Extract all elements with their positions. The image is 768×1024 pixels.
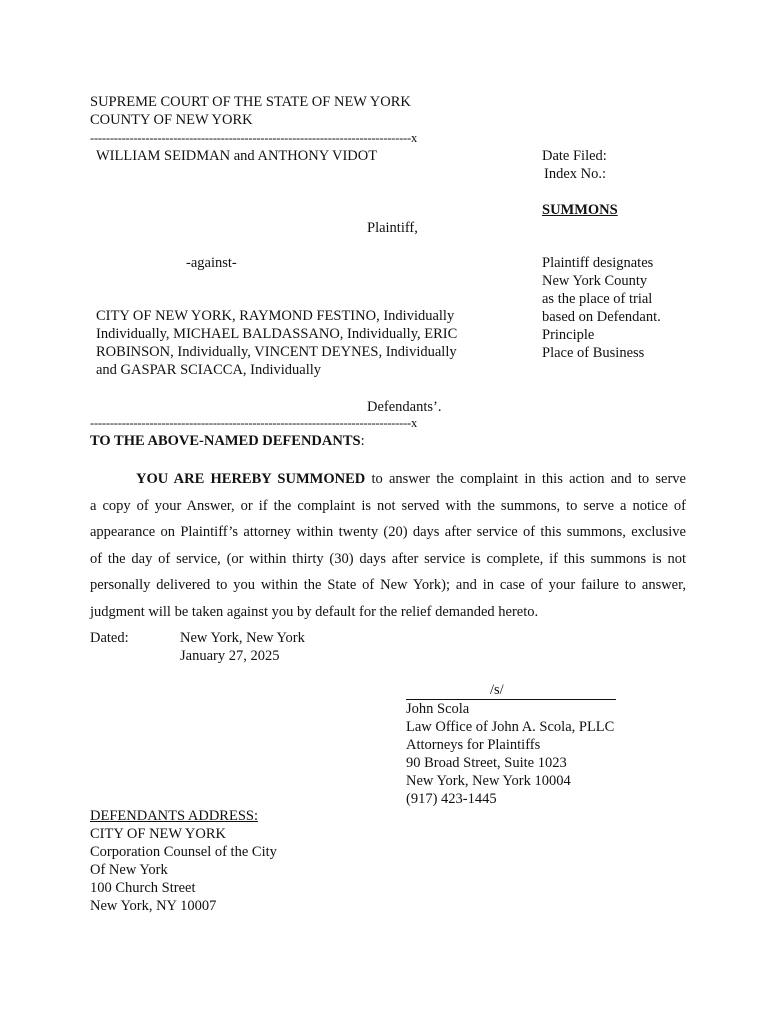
body-line: judgment will be taken against you by default for the relief demanded hereto. (90, 603, 539, 620)
body-line (90, 466, 686, 493)
signature-line (406, 682, 616, 700)
dated-place: New York, New York (180, 630, 305, 646)
index-number-label: Index No.: (544, 166, 607, 182)
against-label: -against- (186, 255, 237, 271)
attorney-line: Attorneys for Plaintiffs (406, 737, 541, 753)
addressee-colon: : (360, 433, 365, 449)
signature-mark: /s/ (490, 682, 504, 698)
caption-rule-bottom: ---------------------------------------------------------------------------------x (90, 416, 418, 430)
defendants-line: CITY OF NEW YORK, RAYMOND FESTINO, Individually (96, 308, 455, 324)
summons-body (90, 466, 686, 626)
court-county: COUNTY OF NEW YORK (90, 112, 253, 128)
defendant-role: Defendants’. (367, 399, 442, 415)
defendants-address-heading: DEFENDANTS ADDRESS: (90, 808, 258, 824)
address-line: New York, NY 10007 (90, 898, 217, 914)
body-line-text: to answer the complaint in this action and to serve (365, 471, 686, 487)
address-line: CITY OF NEW YORK (90, 826, 227, 842)
body-line: a copy of your Answer, or if the complaint is not served with the summons, to serve a notice of (90, 497, 686, 514)
summons-title: SUMMONS (542, 202, 618, 218)
designation-line: Place of Business (542, 345, 645, 361)
dated-label: Dated: (90, 630, 129, 646)
caption-rule-top: ---------------------------------------------------------------------------------x (90, 131, 418, 145)
defendants-address-block (90, 807, 277, 915)
court-name: SUPREME COURT OF THE STATE OF NEW YORK (90, 94, 411, 110)
body-line: appearance on Plaintiff’s attorney within twenty (20) days after service of this summons, exclusive (90, 524, 686, 541)
attorney-line: 90 Broad Street, Suite 1023 (406, 755, 567, 771)
summoned-phrase: YOU ARE HEREBY SUMMONED (136, 471, 366, 487)
body-line: of the day of service, (or within thirty (30) days after service is complete, if this summons is not (90, 550, 686, 567)
plaintiffs-names: WILLIAM SEIDMAN and ANTHONY VIDOT (96, 148, 378, 164)
designation-line: Plaintiff designates (542, 255, 654, 271)
attorney-line: Law Office of John A. Scola, PLLC (406, 719, 615, 735)
attorney-line: (917) 423-1445 (406, 791, 497, 807)
defendants-line: and GASPAR SCIACCA, Individually (96, 362, 322, 378)
designation-line: based on Defendant. (542, 309, 661, 325)
attorney-signature-block (406, 700, 614, 808)
address-line: Corporation Counsel of the City (90, 844, 277, 860)
body-line: personally delivered to you within the State of New York); and in case of your failure to answer, (90, 577, 686, 594)
defendants-names (96, 307, 457, 379)
designation-line: New York County (542, 273, 648, 289)
court-heading (90, 93, 411, 129)
defendants-line: Individually, MICHAEL BALDASSANO, Individually, ERIC (96, 326, 458, 342)
attorney-line: John Scola (406, 701, 470, 717)
venue-designation (542, 254, 661, 362)
attorney-line: New York, New York 10004 (406, 773, 571, 789)
defendants-line: ROBINSON, Individually, VINCENT DEYNES, Individually (96, 344, 457, 360)
addressee-heading (90, 432, 365, 450)
plaintiff-role: Plaintiff, (367, 220, 418, 236)
address-line: Of New York (90, 862, 168, 878)
designation-line: as the place of trial (542, 291, 653, 307)
address-line: 100 Church Street (90, 880, 196, 896)
dated-date: January 27, 2025 (180, 648, 280, 664)
addressee-label: TO THE ABOVE-NAMED DEFENDANTS (90, 433, 361, 449)
date-filed-label: Date Filed: (542, 148, 607, 164)
designation-line: Principle (542, 327, 595, 343)
